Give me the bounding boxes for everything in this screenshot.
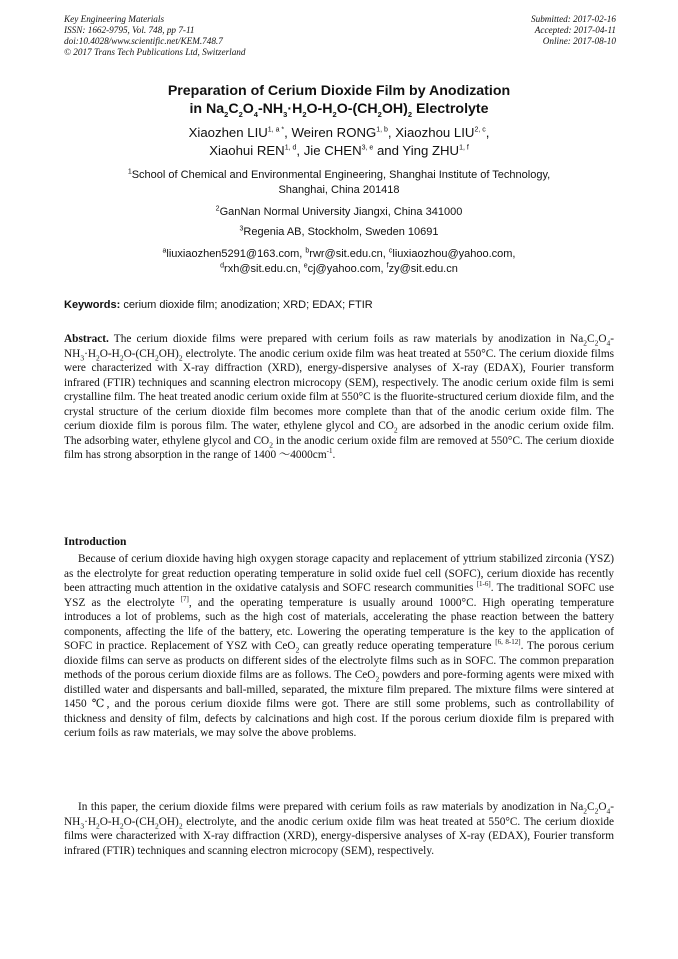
- keywords: Keywords: cerium dioxide film; anodization; XRD; EDAX; FTIR: [64, 299, 373, 311]
- author-list: Xiaozhen $LIU^{1, a *}$, Weiren RONG$^{1, b}$, Xiaozhou LIU$^{2, c}$, Xiaohui REN$^{1, d}$, Jie CHEN$^{3, e}$ and Ying ZHU$^{1, f}$: [188, 125, 490, 158]
- journal-header: [64, 14, 245, 58]
- title-line-1: Preparation of Cerium Dioxide Film by Anodization: [167, 83, 511, 99]
- online-date: Online: 2017-08-10: [542, 36, 616, 46]
- doi-line: doi:10.4028/www.scientific.net/KEM.748.7: [64, 36, 223, 46]
- copyright-line: © 2017 Trans Tech Publications Ltd, Switzerland: [64, 47, 246, 57]
- paper-title: [0, 82, 678, 118]
- author-emails: $^a$liuxiaozhen5291@163.com, $^b$rwr@sit.edu.cn, $^c$liuxiaozhou@yahoo.com, $^d$rxh@sit.edu.cn, $^e$cj@yahoo.com, $^f$zy@sit.edu.cn: [162, 247, 516, 275]
- affiliation-3: $^3$Regenia AB, Stockholm, Sweden 10691: [239, 225, 439, 238]
- introduction-heading: Introduction: [64, 536, 127, 548]
- affiliation-2: $^2$GanNan Normal University Jiangxi, China 341000: [215, 205, 463, 218]
- accepted-date: Accepted: 2017-04-11: [534, 25, 616, 35]
- issn-line: ISSN: 1662-9795, Vol. 748, pp 7-11: [64, 25, 195, 35]
- affiliation-1: $^1$School of Chemical and Environmental Engineering, Shanghai Institute of Technology, Shanghai, China 201418: [127, 168, 551, 196]
- title-line-2: in $Na_2C_2O_4-NH_3\cdot H_2O-H_2O-(CH_2OH)_2$ Electrolyte: [189, 101, 489, 119]
- introduction-paragraph-1: Because of cerium dioxide having high oxygen storage capacity and replacement of yttrium stabilized zirconia (YSZ) as the electrolyte for great reduction operating temperature in solid oxide fuel cell (SOFC), cerium dioxide has recently been attracting much attention in the oxidative catalysis and SOFC research communities [1-6]. The traditional SOFC use YSZ as the electrolyte [7], and the operating temperature is usually around 1000°C. High operating temperature introduces a lot of problems, such as the high cost of materials, accelerating the phase reaction between the battery components, affecting the life of the battery, etc. Lowering the operating temperature is the key to the application of SOFC in practice. Replacement of YSZ with CeO$_2$ can greatly reduce operating temperature [6, 8-12]. The porous cerium dioxide films can serve as products on different sides of the electrolyte films such as in SOFC. The common preparation methods of the porous cerium dioxide films are as follows. The CeO$_2$ powders and pore-forming agents were mixed with distilled water and dispersants and ball-milled, separated, the mixture film prepared. The mixture films were sintered at 1450 ℃, and the porous cerium dioxide films were got. There are still some problems, such as controllability of thickness and density of film, defects by calcinations and high cost. If the porous cerium dioxide film is prepared with cerium foils as raw materials, we may solve the above problems.: [64, 553, 615, 739]
- journal-name: Key Engineering Materials: [64, 14, 165, 24]
- introduction-paragraph-2: In this paper, the cerium dioxide films were prepared with cerium foils as raw materials by anodization in $Na_2C_2O_4-NH_3\cdot H_2O-H_2O-(CH_2OH)_2$ electrolyte, and the anodic cerium oxide film was heat treated at 550°C. The cerium dioxide films were characterized with X-ray diffraction (XRD), energy-dispersive analyses of X-ray (EDAX), Fourier transform infrared (FTIR) techniques and scanning electron microcopy (SEM), respectively.: [64, 801, 614, 857]
- dates-header: [531, 14, 616, 47]
- submitted-date: Submitted: 2017-02-16: [531, 14, 616, 24]
- abstract: Abstract. The cerium dioxide films were prepared with cerium foils as raw materials by anodization in $Na_2C_2O_4-NH_3\cdot H_2O-H_2O-(CH_2OH)_2$ electrolyte. The anodic cerium oxide film was heat treated at 550°C. The cerium dioxide films were characterized with X-ray diffraction (XRD), energy-dispersive analyses of X-ray (EDAX), Fourier transform infrared (FTIR) techniques and scanning electron microcopy (SEM), respectively. The anodic cerium oxide film is semi crystalline film. The heat treated anodic cerium oxide film at 550°C is the fluorite-structured cerium dioxide film, and the crystal structure of the cerium dioxide film becomes more complete than that of the anodic cerium oxide film. The cerium dioxide film is porous film. The water, ethylene glycol and $CO_2$ are adsorbed in the anodic cerium oxide film. The adsorbing water, ethylene glycol and $CO_2$ in the anodic cerium oxide film are removed at 550°C. The cerium dioxide film has strong absorption in the range of 1400 $\sim 4000cm^{-1}$.: [64, 333, 615, 461]
